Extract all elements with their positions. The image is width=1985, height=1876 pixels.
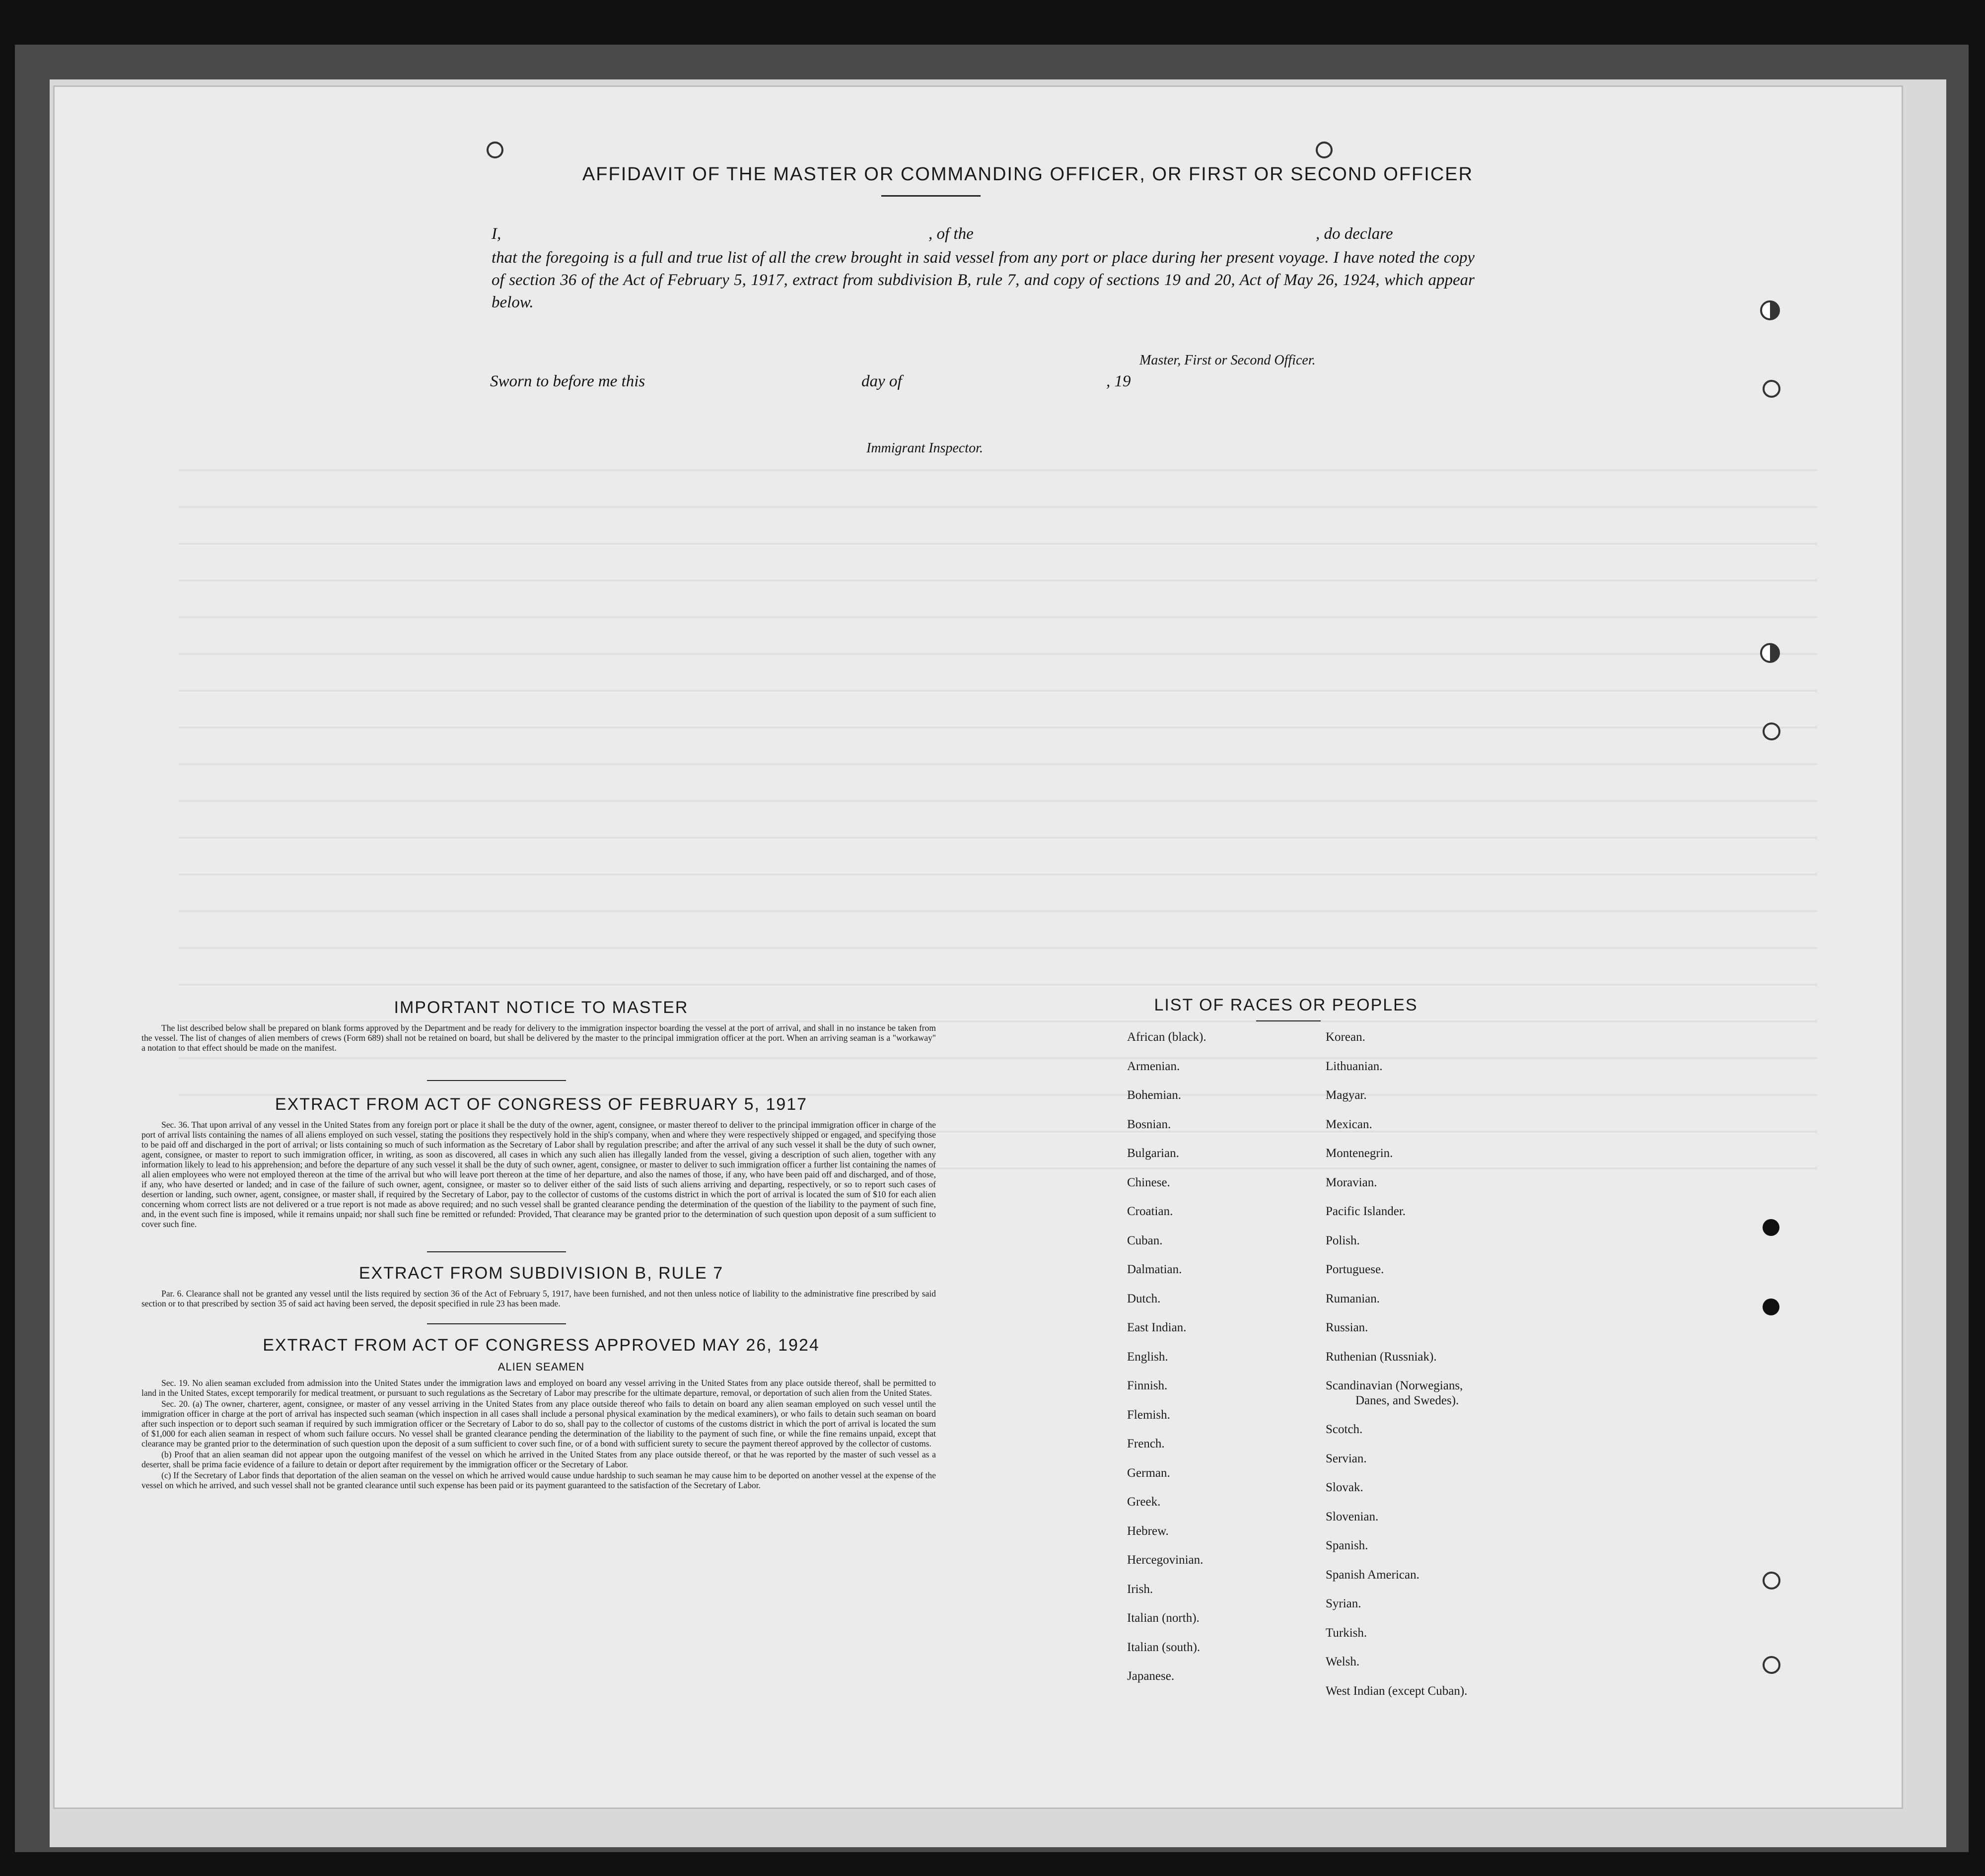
race-item: Slovenian.	[1326, 1510, 1379, 1523]
race-item: Italian (south).	[1127, 1640, 1201, 1654]
affidavit-line1-start: I,	[492, 225, 501, 243]
section-19: Sec. 19. No alien seaman excluded from admission into the United States under the immigration laws and employed on board any vessel arriving in the United States from any place outside thereof, shall be permitted to land in the United States, except temporarily for medical treatment, or pursuant to such regulations as the Secretary of Labor may prescribe for the ultimate departure, removal, or deportation of such alien from the United States.	[142, 1378, 936, 1398]
extract-rule7-title: EXTRACT FROM SUBDIVISION B, RULE 7	[358, 1264, 724, 1283]
notice-text	[142, 1023, 936, 1054]
race-item: Bosnian.	[1127, 1117, 1171, 1131]
extract-rule7-text	[142, 1289, 936, 1309]
punch-hole	[1763, 1572, 1780, 1589]
race-item: Italian (north).	[1127, 1611, 1200, 1625]
race-item: Slovak.	[1326, 1481, 1363, 1494]
race-item: Cuban.	[1127, 1233, 1163, 1247]
race-item: Finnish.	[1127, 1379, 1168, 1392]
section-rule	[427, 1323, 566, 1324]
race-item: Lithuanian.	[1326, 1059, 1383, 1073]
race-item: Flemish.	[1127, 1408, 1170, 1422]
extract-1924-text	[142, 1378, 936, 1491]
races-rule	[1256, 1020, 1321, 1021]
binding-hole	[1316, 142, 1333, 158]
sworn-label: Sworn to before me this	[490, 372, 645, 390]
day-of-label: day of	[861, 372, 902, 390]
section-rule	[427, 1251, 566, 1252]
race-item: Servian.	[1326, 1451, 1367, 1465]
races-left-column	[1127, 1023, 1206, 1691]
race-item: Magyar.	[1326, 1088, 1367, 1102]
affidavit-body: that the foregoing is a full and true list of all the crew brought in said vessel from any port or place during her present voyage. I have noted the copy of section 36 of the Act of February 5, 1917, extract from subdivision B, rule 7, and copy of sections 19 and 20, Act of May 26, 1924, which appear below.	[492, 249, 1475, 311]
punch-hole	[1763, 380, 1780, 398]
race-item: French.	[1127, 1437, 1165, 1450]
race-item: Greek.	[1127, 1495, 1161, 1509]
punch-hole	[1763, 1299, 1779, 1315]
bleed-through-table	[179, 434, 1817, 1179]
race-item: Armenian.	[1127, 1059, 1180, 1073]
race-item: Rumanian.	[1326, 1292, 1380, 1305]
race-item: Korean.	[1326, 1030, 1365, 1044]
race-item: Bulgarian.	[1127, 1147, 1179, 1160]
section-20b: (b) Proof that an alien seaman did not appear upon the outgoing manifest of the vessel on which he arrived in the United States from any place outside thereof, or that he was reported by the master of such vessel as a deserter, shall be prima facie evidence of a failure to detain or deport after requirement by the immigration officer or the Secretary of Labor.	[142, 1449, 936, 1469]
race-item: Montenegrin.	[1326, 1147, 1393, 1160]
binding-hole	[487, 142, 503, 158]
race-item: Danes, and Swedes).	[1355, 1394, 1459, 1407]
race-item: West Indian (except Cuban).	[1326, 1684, 1468, 1698]
race-item: Polish.	[1326, 1233, 1360, 1247]
affidavit-line1-end: , do declare	[1316, 225, 1393, 243]
affidavit-title: AFFIDAVIT OF THE MASTER OR COMMANDING OFFICER, OR FIRST OR SECOND OFFICER	[582, 164, 1474, 185]
race-item: Welsh.	[1326, 1655, 1360, 1668]
section-rule	[427, 1080, 566, 1081]
race-item: Portuguese.	[1326, 1263, 1384, 1276]
punch-hole	[1763, 1656, 1780, 1674]
signature-label: Master, First or Second Officer.	[1139, 353, 1316, 368]
race-item: Russian.	[1326, 1321, 1368, 1334]
race-item: Turkish.	[1326, 1626, 1367, 1640]
race-item: Dalmatian.	[1127, 1263, 1182, 1276]
section-20c: (c) If the Secretary of Labor finds that deportation of the alien seaman on the vessel on which he arrived would cause undue hardship to such seaman he may cause him to be deported on another vessel at the expense of the vessel on which he arrived, and such vessel shall not be granted clearance until such expense has been paid or its payment guaranteed to the satisfaction of the Secretary of Labor.	[142, 1470, 936, 1490]
race-item: Hebrew.	[1127, 1524, 1169, 1538]
punch-hole	[1760, 643, 1780, 663]
affidavit-line1-mid: , of the	[928, 225, 974, 243]
race-item: Pacific Islander.	[1326, 1205, 1406, 1218]
section-20a: Sec. 20. (a) The owner, charterer, agent, consignee, or master of any vessel arriving in the United States from any place outside thereof who fails to detain on board any alien seaman employed on such vessel until the immigration officer in charge at the port of arrival has inspected such seaman (which inspection in all cases shall include a personal physical examination by the medical examiners), or who fails to detain such seaman on board after such inspection or to deport such seaman if required by such immigration officer or the Secretary of Labor to do so, shall pay to the collector of customs of the customs district in which the port of arrival is located the sum of $1,000 for each alien seaman in respect of whom such failure occurs. No vessel shall be granted clearance pending the determination of the liability to the payment of such fine, or while the fine remains unpaid, except that clearance may be granted prior to the determination of such question upon the deposit of a sum sufficient to cover such fine, or of a bond with sufficient surety to secure the payment thereof approved by the collector of customs.	[142, 1399, 936, 1448]
rule-7-paragraph: Par. 6. Clearance shall not be granted any vessel until the lists required by section 36 of the Act of February 5, 1917, have been furnished, and not then unless notice of liability to the administrative fine prescribed by said section or to that prescribed by section 35 of said act having been served, the deposit specified in rule 23 has been made.	[142, 1289, 936, 1308]
race-item: Irish.	[1127, 1582, 1153, 1596]
notice-title: IMPORTANT NOTICE TO MASTER	[394, 998, 689, 1017]
race-item: Mexican.	[1326, 1117, 1372, 1131]
alien-seamen-subtitle: ALIEN SEAMEN	[497, 1361, 585, 1373]
notice-paragraph: The list described below shall be prepared on blank forms approved by the Department and be ready for delivery to the immigration inspector boarding the vessel at the port of arrival, and shall in no instance be taken from the vessel. The list of changes of alien members of crews (Form 689) shall not be retained on board, but shall be delivered by the master to the principal immigration officer at the port. When an arriving seaman is a "workaway" a notation to that effect should be made on the manifest.	[142, 1023, 936, 1053]
race-item: Scotch.	[1326, 1423, 1363, 1436]
punch-hole	[1760, 300, 1780, 320]
races-title: LIST OF RACES OR PEOPLES	[1154, 996, 1418, 1014]
title-rule	[881, 195, 981, 197]
extract-1924-title: EXTRACT FROM ACT OF CONGRESS APPROVED MAY 26, 1924	[263, 1336, 820, 1355]
race-item: African (black).	[1127, 1030, 1206, 1044]
section-36: Sec. 36. That upon arrival of any vessel in the United States from any foreign port or place it shall be the duty of the owner, agent, consignee, or master thereof to deliver to the principal immigration officer in charge of the port of arrival lists containing the names of all aliens employed on such vessel, stating the positions they respectively hold in the ship's company, when and where they were respectively shipped or engaged, and specifying those to be paid off and discharged in the port of arrival; or lists containing so much of such information as the Secretary of Labor shall by regulation prescribe; and after the arrival of any such vessel it shall be the duty of such owner, agent, consignee, or master to report to such immigration officer, in writing, as soon as discovered, all cases in which any such alien has illegally landed from the vessel, giving a description of such alien, together with any information likely to lead to his apprehension; and before the departure of any such vessel it shall be the duty of such owner, agent, consignee, or master to deliver to such immigration officer a further list containing the names of all alien employees who were not employed thereon at the time of the arrival but who will leave port thereon at the time of her departure, and also the names of those, if any, who have been paid off and discharged, and of those, if any, who have deserted or landed; and in case of the failure of such owner, agent, consignee, or master so to deliver either of the said lists of such aliens arriving and departing, respectively, or so to report such cases of desertion or landing, such owner, agent, consignee, or master shall, if required by the Secretary of Labor, pay to the collector of customs of the customs district in which the port of arrival is located the sum of $10 for each alien concerning whom correct lists are not delivered or a true report is not made as above required; and no such vessel shall be granted clearance pending the determination of the question of the liability to the payment of such fine, and, in the event such fine is imposed, while it remains unpaid; nor shall such fine be remitted or refunded: Provided, That clearance may be granted prior to the determination of such question upon deposit of a sum sufficient to cover such fine.	[142, 1120, 936, 1229]
punch-hole	[1763, 1219, 1779, 1236]
inspector-label: Immigrant Inspector.	[866, 440, 983, 456]
race-item: Spanish American.	[1326, 1568, 1419, 1582]
race-item: Moravian.	[1326, 1175, 1377, 1189]
document-page	[55, 87, 1902, 1807]
race-item: Scandinavian (Norwegians,	[1326, 1379, 1463, 1392]
race-item: Spanish.	[1326, 1539, 1368, 1552]
race-item: Japanese.	[1127, 1669, 1175, 1683]
year-label: , 19	[1106, 372, 1131, 390]
race-item: Chinese.	[1127, 1175, 1170, 1189]
race-item: Croatian.	[1127, 1205, 1173, 1218]
race-item: East Indian.	[1127, 1321, 1187, 1334]
extract-1917-title: EXTRACT FROM ACT OF CONGRESS OF FEBRUARY 5, 1917	[275, 1095, 808, 1114]
races-right-column	[1326, 1023, 1467, 1706]
race-item: Dutch.	[1127, 1292, 1161, 1305]
race-item: English.	[1127, 1350, 1168, 1364]
race-item: Hercegovinian.	[1127, 1553, 1204, 1567]
extract-1917-text	[142, 1120, 936, 1230]
race-item: Syrian.	[1326, 1597, 1361, 1610]
race-item: Bohemian.	[1127, 1088, 1182, 1102]
punch-hole	[1763, 722, 1780, 740]
race-item: German.	[1127, 1466, 1170, 1480]
race-item: Ruthenian (Russniak).	[1326, 1350, 1437, 1364]
